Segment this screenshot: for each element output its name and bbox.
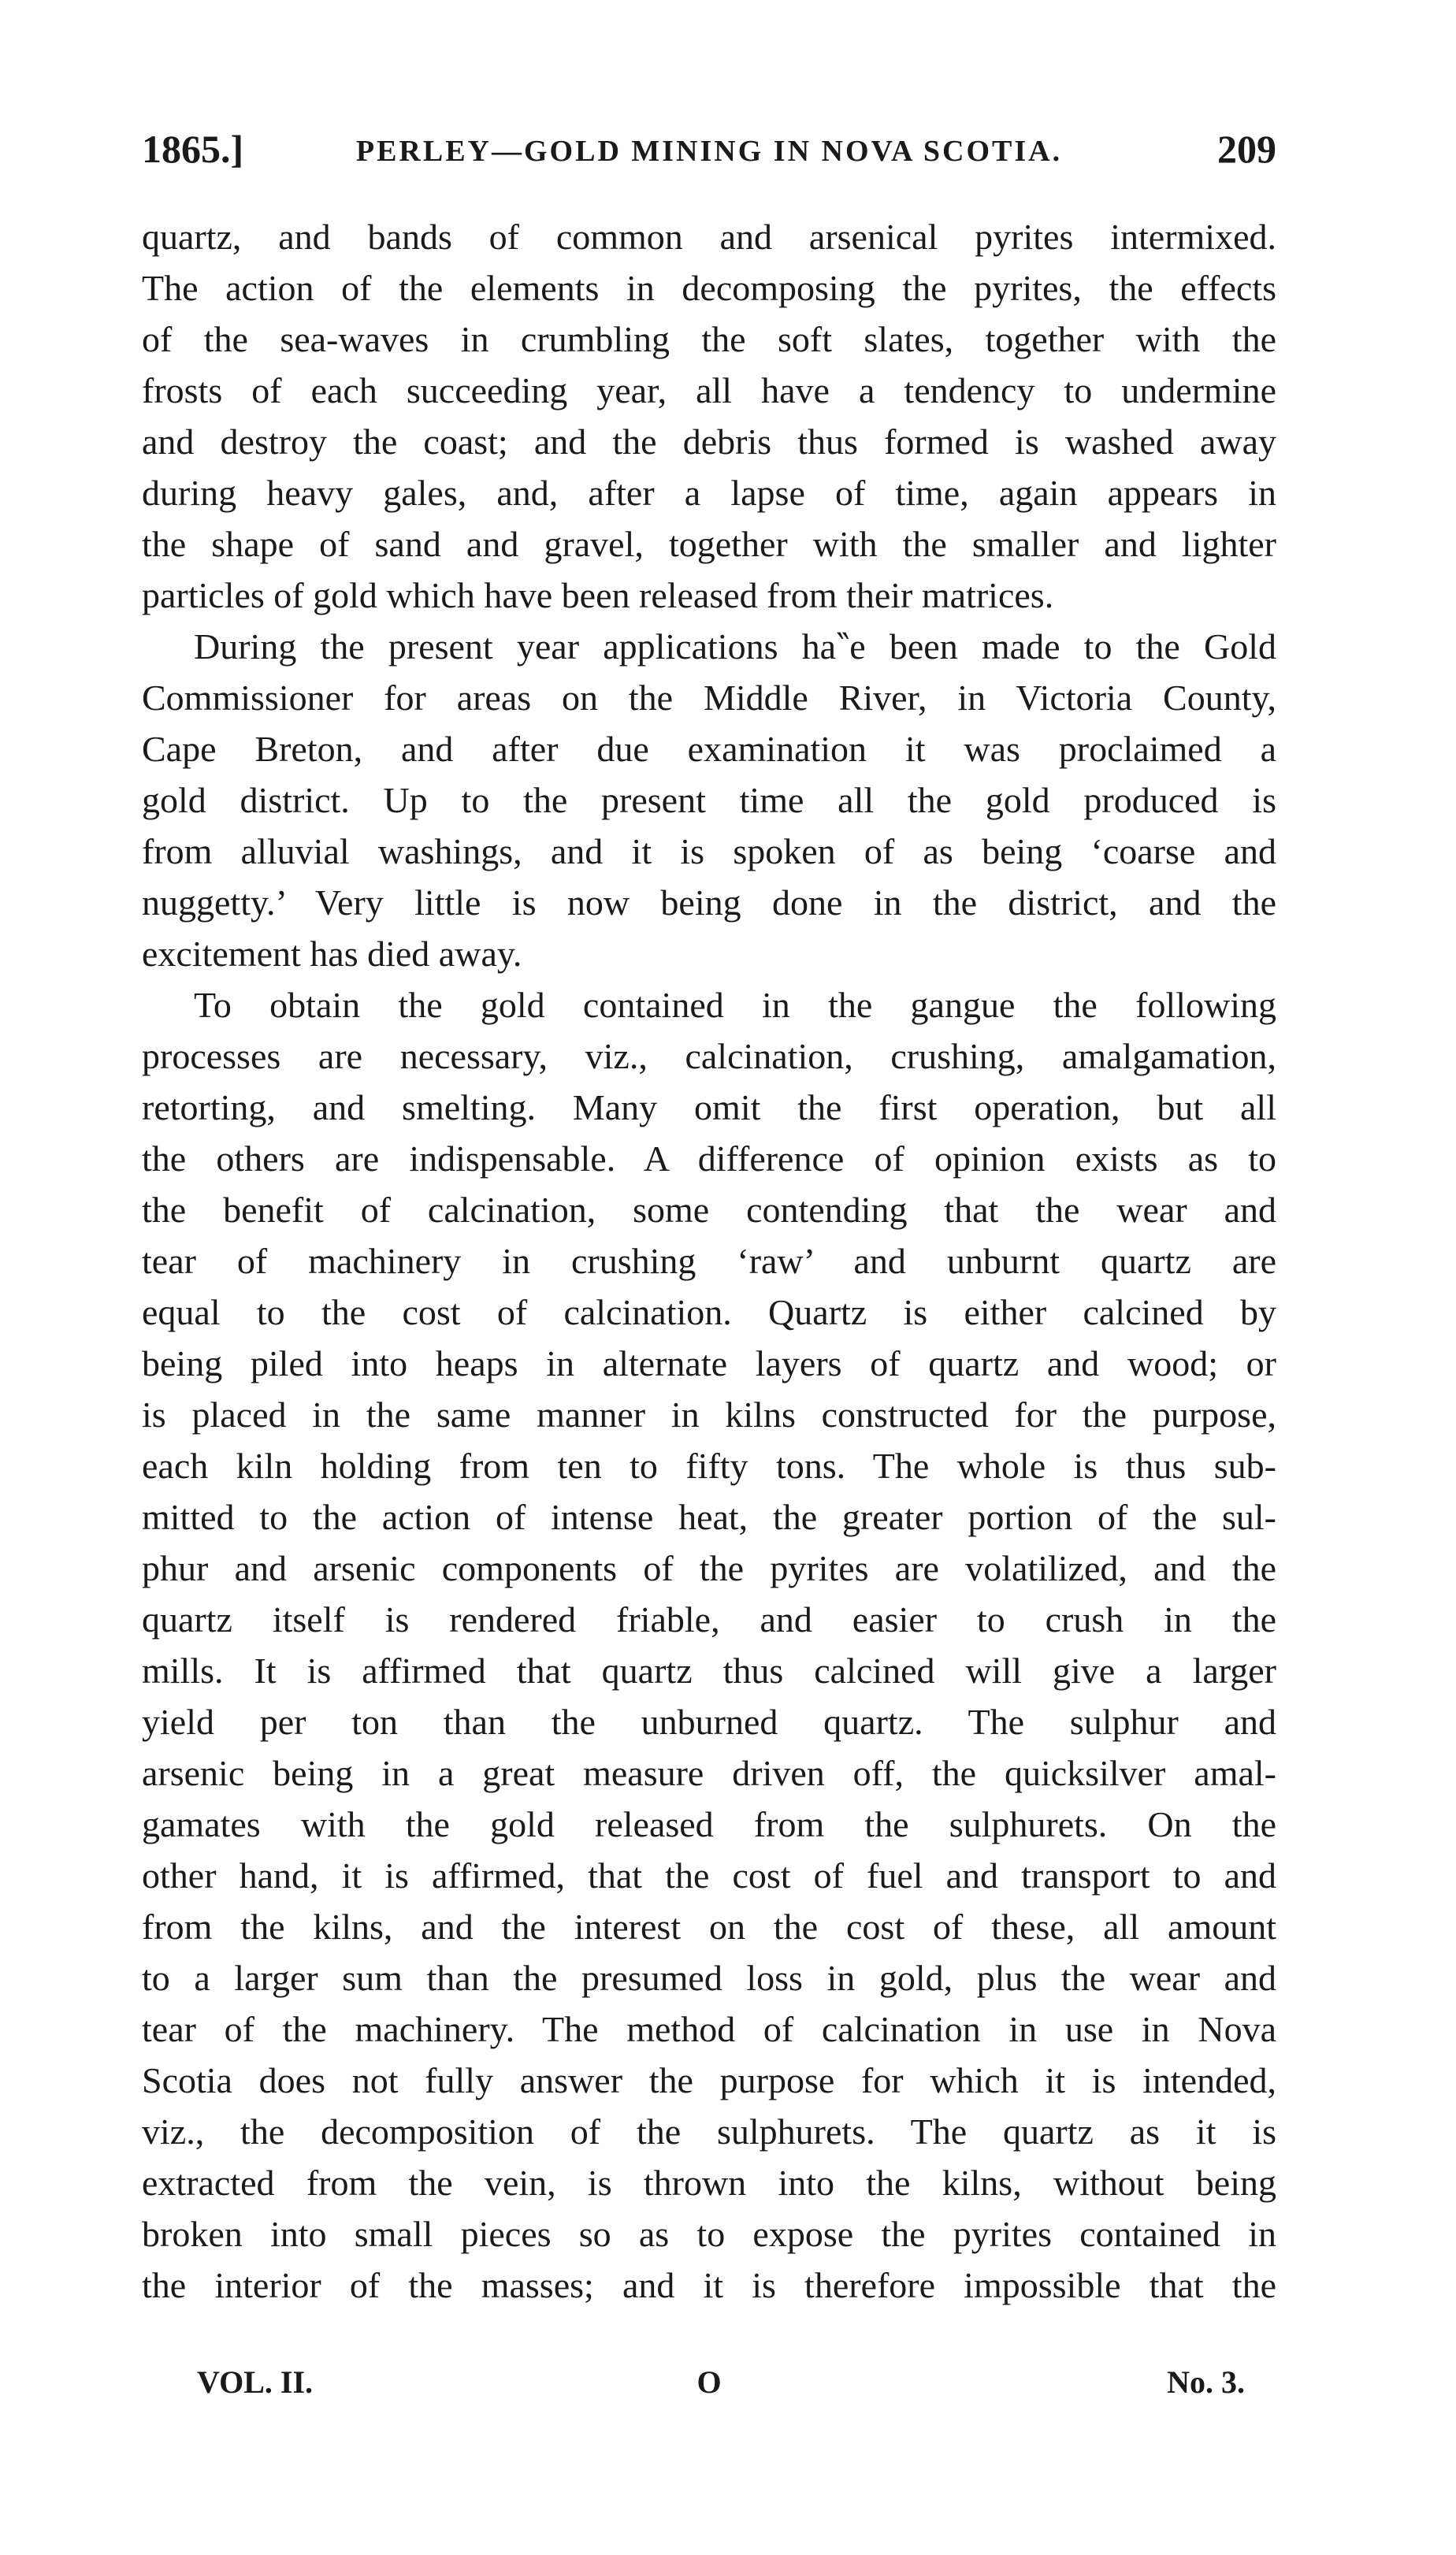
signature-mark: O (696, 2364, 722, 2400)
text-line: Commissioner for areas on the Middle River, in Victoria County, (142, 678, 1276, 718)
text-line: each kiln holding from ten to fifty tons. The whole is thus sub- (142, 1446, 1276, 1486)
text-line: Cape Breton, and after due examination it was proclaimed a (142, 729, 1276, 769)
text-line: mills. It is affirmed that quartz thus calcined will give a larger (142, 1651, 1276, 1691)
text-line: broken into small pieces so as to expose the pyrites contained in (142, 2214, 1276, 2254)
text-line: quartz, and bands of common and arsenical pyrites intermixed. (142, 217, 1276, 257)
header-year: 1865.] (142, 127, 244, 171)
text-line: is placed in the same manner in kilns constructed for the purpose, (142, 1394, 1276, 1435)
text-line: of the sea-waves in crumbling the soft slates, together with the (142, 319, 1276, 359)
text-line: and destroy the coast; and the debris thus formed is washed away (142, 422, 1276, 462)
page-header (142, 126, 1276, 189)
page-footer (142, 2364, 1276, 2411)
text-line: gamates with the gold released from the sulphurets. On the (142, 1804, 1276, 1844)
text-line: phur and arsenic components of the pyrites are volatilized, and the (142, 1548, 1276, 1588)
running-title: PERLEY—GOLD MINING IN NOVA SCOTIA. (355, 135, 1063, 168)
text-line: nuggetty.’ Very little is now being done in the district, and the (142, 882, 1276, 923)
body-text (142, 211, 1276, 2311)
text-line: from the kilns, and the interest on the cost of these, all amount (142, 1907, 1276, 1947)
text-line: yield per ton than the unburned quartz. The sulphur and (142, 1702, 1276, 1742)
text-line: particles of gold which have been released from their matrices. (142, 575, 1054, 615)
text-line: the benefit of calcination, some contending that the wear and (142, 1190, 1276, 1230)
paragraph-start-line: To obtain the gold contained in the gangue the following (194, 985, 1276, 1025)
text-line: quartz itself is rendered friable, and easier to crush in the (142, 1599, 1276, 1640)
text-line: from alluvial washings, and it is spoken of as being ‘coarse and (142, 831, 1276, 871)
volume-label: VOL. II. (197, 2364, 314, 2400)
text-line: extracted from the vein, is thrown into the kilns, without being (142, 2163, 1276, 2203)
text-line: The action of the elements in decomposing the pyrites, the effects (142, 268, 1276, 308)
text-line: the interior of the masses; and it is therefore impossible that the (142, 2265, 1276, 2305)
text-line: the others are indispensable. A difference of opinion exists as to (142, 1138, 1276, 1179)
text-line: gold district. Up to the present time all the gold produced is (142, 780, 1276, 820)
text-line: processes are necessary, viz., calcination, crushing, amalgamation, (142, 1036, 1276, 1076)
text-line: retorting, and smelting. Many omit the first operation, but all (142, 1087, 1276, 1127)
text-line: to a larger sum than the presumed loss in gold, plus the wear and (142, 1958, 1276, 1998)
text-line: during heavy gales, and, after a lapse of time, again appears in (142, 473, 1276, 513)
text-line: excitement has died away. (142, 934, 522, 974)
issue-number: No. 3. (1167, 2364, 1245, 2400)
page-number: 209 (1217, 127, 1276, 171)
text-line: being piled into heaps in alternate layers of quartz and wood; or (142, 1343, 1276, 1383)
text-line: Scotia does not fully answer the purpose for which it is intended, (142, 2060, 1276, 2100)
text-line: tear of the machinery. The method of calcination in use in Nova (142, 2009, 1276, 2049)
text-line: mitted to the action of intense heat, the greater portion of the sul- (142, 1497, 1276, 1537)
text-line: frosts of each succeeding year, all have a tendency to undermine (142, 370, 1276, 410)
text-line: other hand, it is affirmed, that the cost of fuel and transport to and (142, 1855, 1276, 1896)
paragraph-start-line: During the present year applications ha‶e been made to the Gold (194, 626, 1276, 667)
text-line: the shape of sand and gravel, together with the smaller and lighter (142, 524, 1276, 564)
text-line: tear of machinery in crushing ‘raw’ and unburnt quartz are (142, 1241, 1276, 1281)
text-line: arsenic being in a great measure driven off, the quicksilver amal- (142, 1753, 1276, 1793)
text-line: equal to the cost of calcination. Quartz is either calcined by (142, 1292, 1276, 1332)
text-line: viz., the decomposition of the sulphurets. The quartz as it is (142, 2111, 1276, 2152)
